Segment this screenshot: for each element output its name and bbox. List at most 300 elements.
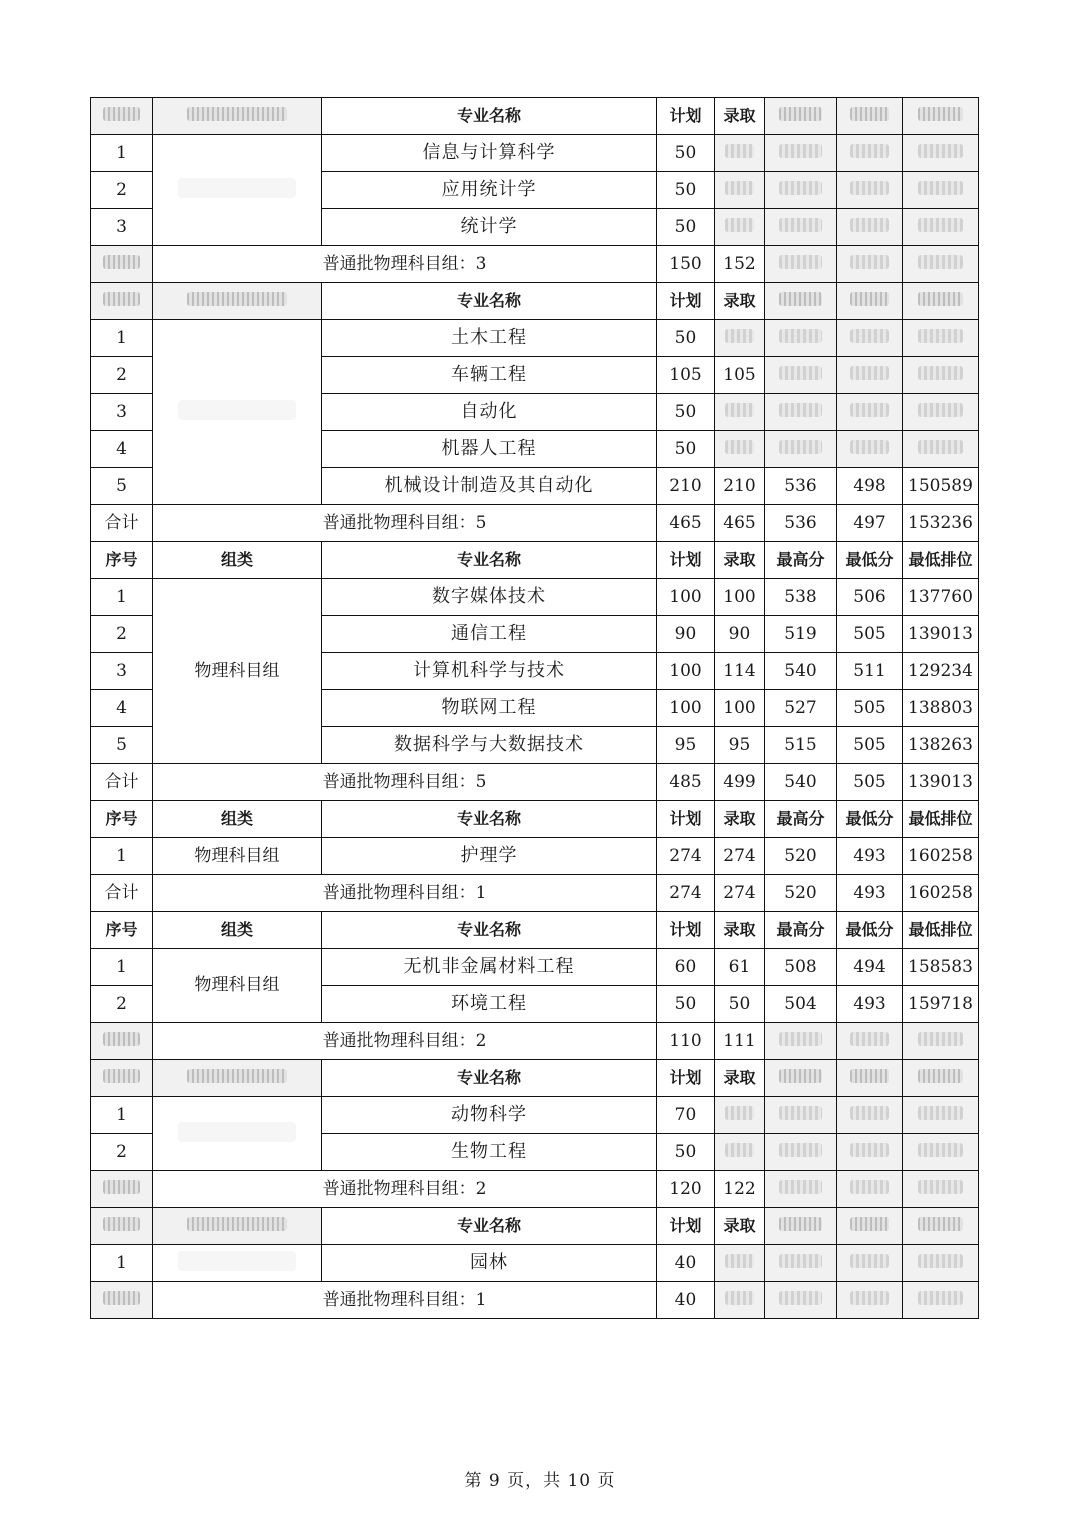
redacted-mark — [725, 440, 754, 454]
min-cell: 511 — [837, 653, 903, 690]
redacted-mark — [187, 292, 288, 306]
total-min-cell-obscured — [837, 1171, 903, 1208]
seq-cell: 1 — [91, 1245, 153, 1282]
redacted-mark — [779, 1217, 822, 1231]
max-cell: 540 — [765, 653, 837, 690]
major-name-cell: 信息与计算科学 — [322, 135, 657, 172]
redacted-mark — [779, 292, 822, 306]
group-summary-cell: 普通批物理科目组：5 — [153, 505, 657, 542]
rank-cell-obscured — [903, 431, 979, 468]
admitted-cell: 100 — [715, 690, 765, 727]
redacted-mark — [918, 181, 963, 195]
redacted-mark — [187, 107, 288, 121]
header-plan: 计划 — [657, 283, 715, 320]
redacted-mark — [103, 255, 140, 269]
total-label: 合计 — [91, 505, 153, 542]
redacted-mark — [103, 1069, 140, 1083]
plan-cell: 50 — [657, 431, 715, 468]
redacted-mark — [725, 1254, 754, 1268]
max-cell-obscured — [765, 1245, 837, 1282]
redacted-mark — [850, 366, 889, 380]
table-header-row — [91, 1208, 979, 1245]
major-name-cell: 数据科学与大数据技术 — [322, 727, 657, 764]
major-name-cell: 动物科学 — [322, 1097, 657, 1134]
total-row — [91, 1171, 979, 1208]
header-min-score: 最低分 — [837, 542, 903, 579]
header-max-score-obscured — [765, 1060, 837, 1097]
max-cell-obscured — [765, 357, 837, 394]
major-name-cell: 车辆工程 — [322, 357, 657, 394]
total-admitted-cell: 152 — [715, 246, 765, 283]
total-admitted-cell: 465 — [715, 505, 765, 542]
header-min-rank-obscured — [903, 1208, 979, 1245]
total-max-cell-obscured — [765, 1282, 837, 1319]
seq-cell: 3 — [91, 394, 153, 431]
min-cell-obscured — [837, 320, 903, 357]
plan-cell: 105 — [657, 357, 715, 394]
header-min-score-obscured — [837, 1208, 903, 1245]
group-type-cell: 物理科目组 — [153, 838, 322, 875]
major-name-cell: 生物工程 — [322, 1134, 657, 1171]
redacted-mark — [918, 1143, 963, 1157]
redacted-mark — [725, 1143, 754, 1157]
redacted-mark — [779, 329, 822, 343]
admitted-cell: 50 — [715, 986, 765, 1023]
header-admitted: 录取 — [715, 1208, 765, 1245]
admitted-cell: 274 — [715, 838, 765, 875]
header-group-type-obscured — [153, 1208, 322, 1245]
redacted-mark — [850, 292, 889, 306]
seq-cell: 1 — [91, 135, 153, 172]
redacted-mark — [178, 178, 296, 198]
header-max-score: 最高分 — [765, 801, 837, 838]
redacted-mark — [779, 144, 822, 158]
plan-cell: 50 — [657, 1134, 715, 1171]
header-group-type-obscured — [153, 283, 322, 320]
major-name-cell: 应用统计学 — [322, 172, 657, 209]
min-cell: 498 — [837, 468, 903, 505]
table-row — [91, 135, 979, 172]
header-plan: 计划 — [657, 98, 715, 135]
redacted-mark — [850, 107, 889, 121]
total-admitted-cell: 122 — [715, 1171, 765, 1208]
header-plan: 计划 — [657, 1060, 715, 1097]
plan-cell: 95 — [657, 727, 715, 764]
header-admitted: 录取 — [715, 1060, 765, 1097]
rank-cell: 159718 — [903, 986, 979, 1023]
plan-cell: 210 — [657, 468, 715, 505]
seq-cell: 3 — [91, 209, 153, 246]
table-header-row — [91, 283, 979, 320]
total-admitted-cell: 111 — [715, 1023, 765, 1060]
redacted-mark — [918, 1032, 963, 1046]
rank-cell-obscured — [903, 135, 979, 172]
header-max-score-obscured — [765, 1208, 837, 1245]
header-plan: 计划 — [657, 912, 715, 949]
seq-cell: 1 — [91, 838, 153, 875]
redacted-mark — [918, 440, 963, 454]
header-min-rank-obscured — [903, 1060, 979, 1097]
major-name-cell: 机械设计制造及其自动化 — [322, 468, 657, 505]
header-min-score: 最低分 — [837, 912, 903, 949]
plan-cell: 50 — [657, 394, 715, 431]
header-max-score: 最高分 — [765, 542, 837, 579]
redacted-mark — [850, 144, 889, 158]
total-admitted-cell: 499 — [715, 764, 765, 801]
redacted-mark — [779, 1180, 822, 1194]
plan-cell: 50 — [657, 320, 715, 357]
redacted-mark — [725, 403, 754, 417]
header-seq-obscured — [91, 1060, 153, 1097]
redacted-mark — [725, 144, 754, 158]
header-group-type-obscured — [153, 1060, 322, 1097]
min-cell: 505 — [837, 727, 903, 764]
min-cell-obscured — [837, 1245, 903, 1282]
rank-cell: 150589 — [903, 468, 979, 505]
header-seq-obscured — [91, 1208, 153, 1245]
redacted-mark — [918, 292, 963, 306]
header-group-type: 组类 — [153, 542, 322, 579]
major-name-cell: 无机非金属材料工程 — [322, 949, 657, 986]
table-row — [91, 579, 979, 616]
plan-cell: 70 — [657, 1097, 715, 1134]
redacted-mark — [918, 1291, 963, 1305]
total-row — [91, 1023, 979, 1060]
redacted-mark — [850, 1106, 889, 1120]
header-seq: 序号 — [91, 801, 153, 838]
plan-cell: 100 — [657, 653, 715, 690]
total-min-cell: 493 — [837, 875, 903, 912]
seq-cell: 2 — [91, 172, 153, 209]
total-min-cell-obscured — [837, 1023, 903, 1060]
header-group-type: 组类 — [153, 801, 322, 838]
header-seq-obscured — [91, 283, 153, 320]
redacted-mark — [850, 1032, 889, 1046]
min-cell-obscured — [837, 394, 903, 431]
header-seq: 序号 — [91, 542, 153, 579]
max-cell: 519 — [765, 616, 837, 653]
table-row — [91, 949, 979, 986]
redacted-mark — [725, 181, 754, 195]
seq-cell: 5 — [91, 468, 153, 505]
admitted-cell-obscured — [715, 1245, 765, 1282]
redacted-mark — [918, 1217, 963, 1231]
redacted-mark — [103, 1217, 140, 1231]
total-label-obscured — [91, 1023, 153, 1060]
plan-cell: 90 — [657, 616, 715, 653]
redacted-mark — [850, 403, 889, 417]
redacted-mark — [850, 1254, 889, 1268]
redacted-mark — [918, 329, 963, 343]
min-cell-obscured — [837, 1134, 903, 1171]
redacted-mark — [850, 181, 889, 195]
rank-cell-obscured — [903, 357, 979, 394]
redacted-mark — [850, 1069, 889, 1083]
group-summary-cell: 普通批物理科目组：5 — [153, 764, 657, 801]
admitted-cell: 100 — [715, 579, 765, 616]
header-max-score: 最高分 — [765, 912, 837, 949]
redacted-mark — [918, 1180, 963, 1194]
header-max-score-obscured — [765, 283, 837, 320]
redacted-mark — [779, 181, 822, 195]
max-cell: 504 — [765, 986, 837, 1023]
total-rank-cell: 160258 — [903, 875, 979, 912]
total-admitted-cell: 274 — [715, 875, 765, 912]
major-name-cell: 数字媒体技术 — [322, 579, 657, 616]
redacted-mark — [850, 1291, 889, 1305]
plan-cell: 60 — [657, 949, 715, 986]
total-admitted-cell-obscured — [715, 1282, 765, 1319]
rank-cell: 138263 — [903, 727, 979, 764]
rank-cell-obscured — [903, 172, 979, 209]
redacted-mark — [103, 107, 140, 121]
group-type-cell-obscured — [153, 1245, 322, 1282]
min-cell-obscured — [837, 431, 903, 468]
seq-cell: 1 — [91, 320, 153, 357]
redacted-mark — [850, 1143, 889, 1157]
table-header-row — [91, 542, 979, 579]
total-min-cell-obscured — [837, 246, 903, 283]
header-min-rank: 最低排位 — [903, 542, 979, 579]
redacted-mark — [779, 403, 822, 417]
redacted-mark — [103, 292, 140, 306]
redacted-mark — [725, 1106, 754, 1120]
redacted-mark — [779, 107, 822, 121]
redacted-mark — [725, 1291, 754, 1305]
header-plan: 计划 — [657, 1208, 715, 1245]
group-type-cell-obscured — [153, 320, 322, 505]
header-major: 专业名称 — [322, 1060, 657, 1097]
header-admitted: 录取 — [715, 801, 765, 838]
header-plan: 计划 — [657, 542, 715, 579]
total-max-cell-obscured — [765, 1023, 837, 1060]
header-admitted: 录取 — [715, 912, 765, 949]
max-cell-obscured — [765, 320, 837, 357]
total-plan-cell: 150 — [657, 246, 715, 283]
header-min-rank-obscured — [903, 98, 979, 135]
page-footer: 第 9 页，共 10 页 — [464, 1471, 616, 1491]
total-plan-cell: 465 — [657, 505, 715, 542]
group-type-cell-obscured — [153, 135, 322, 246]
rank-cell: 160258 — [903, 838, 979, 875]
header-group-type-obscured — [153, 98, 322, 135]
max-cell: 515 — [765, 727, 837, 764]
redacted-mark — [850, 1180, 889, 1194]
header-major: 专业名称 — [322, 912, 657, 949]
admitted-cell-obscured — [715, 209, 765, 246]
admitted-cell-obscured — [715, 431, 765, 468]
total-rank-cell-obscured — [903, 1023, 979, 1060]
seq-cell: 4 — [91, 690, 153, 727]
total-rank-cell: 153236 — [903, 505, 979, 542]
header-seq: 序号 — [91, 912, 153, 949]
redacted-mark — [779, 1106, 822, 1120]
redacted-mark — [103, 1180, 140, 1194]
table-header-row — [91, 98, 979, 135]
table-header-row — [91, 1060, 979, 1097]
admitted-cell: 90 — [715, 616, 765, 653]
admitted-cell-obscured — [715, 1097, 765, 1134]
redacted-mark — [918, 107, 963, 121]
redacted-mark — [779, 1254, 822, 1268]
major-name-cell: 自动化 — [322, 394, 657, 431]
rank-cell-obscured — [903, 1134, 979, 1171]
admitted-cell-obscured — [715, 320, 765, 357]
total-label-obscured — [91, 246, 153, 283]
total-row — [91, 246, 979, 283]
header-min-score-obscured — [837, 283, 903, 320]
min-cell-obscured — [837, 135, 903, 172]
redacted-mark — [918, 1254, 963, 1268]
seq-cell: 3 — [91, 653, 153, 690]
redacted-mark — [779, 440, 822, 454]
seq-cell: 2 — [91, 357, 153, 394]
redacted-mark — [187, 1217, 288, 1231]
admitted-cell: 210 — [715, 468, 765, 505]
total-min-cell-obscured — [837, 1282, 903, 1319]
redacted-mark — [779, 1143, 822, 1157]
total-rank-cell-obscured — [903, 1171, 979, 1208]
header-min-score-obscured — [837, 1060, 903, 1097]
redacted-mark — [725, 218, 754, 232]
plan-cell: 50 — [657, 986, 715, 1023]
seq-cell: 1 — [91, 1097, 153, 1134]
min-cell-obscured — [837, 1097, 903, 1134]
max-cell-obscured — [765, 172, 837, 209]
header-major: 专业名称 — [322, 98, 657, 135]
seq-cell: 4 — [91, 431, 153, 468]
seq-cell: 2 — [91, 986, 153, 1023]
total-max-cell-obscured — [765, 246, 837, 283]
total-min-cell: 505 — [837, 764, 903, 801]
total-min-cell: 497 — [837, 505, 903, 542]
total-max-cell-obscured — [765, 1171, 837, 1208]
redacted-mark — [918, 1106, 963, 1120]
header-major: 专业名称 — [322, 542, 657, 579]
header-group-type: 组类 — [153, 912, 322, 949]
header-max-score-obscured — [765, 98, 837, 135]
seq-cell: 1 — [91, 949, 153, 986]
header-min-rank-obscured — [903, 283, 979, 320]
redacted-mark — [850, 329, 889, 343]
seq-cell: 5 — [91, 727, 153, 764]
total-row — [91, 875, 979, 912]
group-type-cell-obscured — [153, 1097, 322, 1171]
min-cell: 505 — [837, 616, 903, 653]
max-cell-obscured — [765, 394, 837, 431]
total-rank-cell: 139013 — [903, 764, 979, 801]
total-rank-cell-obscured — [903, 246, 979, 283]
admitted-cell-obscured — [715, 172, 765, 209]
total-row — [91, 505, 979, 542]
major-name-cell: 机器人工程 — [322, 431, 657, 468]
redacted-mark — [187, 1069, 288, 1083]
table-row — [91, 320, 979, 357]
total-row — [91, 764, 979, 801]
plan-cell: 40 — [657, 1245, 715, 1282]
major-name-cell: 计算机科学与技术 — [322, 653, 657, 690]
group-summary-cell: 普通批物理科目组：2 — [153, 1171, 657, 1208]
max-cell: 520 — [765, 838, 837, 875]
seq-cell: 2 — [91, 1134, 153, 1171]
min-cell: 506 — [837, 579, 903, 616]
major-name-cell: 护理学 — [322, 838, 657, 875]
table-row — [91, 1097, 979, 1134]
table-header-row — [91, 912, 979, 949]
total-plan-cell: 120 — [657, 1171, 715, 1208]
min-cell: 505 — [837, 690, 903, 727]
total-max-cell: 520 — [765, 875, 837, 912]
admitted-cell: 95 — [715, 727, 765, 764]
plan-cell: 100 — [657, 579, 715, 616]
major-name-cell: 园林 — [322, 1245, 657, 1282]
redacted-mark — [779, 366, 822, 380]
redacted-mark — [779, 218, 822, 232]
redacted-mark — [918, 255, 963, 269]
max-cell-obscured — [765, 431, 837, 468]
max-cell: 536 — [765, 468, 837, 505]
redacted-mark — [103, 1291, 140, 1305]
admitted-cell: 114 — [715, 653, 765, 690]
rank-cell-obscured — [903, 1245, 979, 1282]
seq-cell: 1 — [91, 579, 153, 616]
header-min-rank: 最低排位 — [903, 801, 979, 838]
header-min-rank: 最低排位 — [903, 912, 979, 949]
min-cell: 493 — [837, 986, 903, 1023]
redacted-mark — [850, 218, 889, 232]
redacted-mark — [850, 255, 889, 269]
rank-cell-obscured — [903, 209, 979, 246]
group-summary-cell: 普通批物理科目组：1 — [153, 1282, 657, 1319]
redacted-mark — [850, 440, 889, 454]
total-plan-cell: 110 — [657, 1023, 715, 1060]
rank-cell: 138803 — [903, 690, 979, 727]
redacted-mark — [918, 366, 963, 380]
seq-cell: 2 — [91, 616, 153, 653]
redacted-mark — [850, 1217, 889, 1231]
major-name-cell: 土木工程 — [322, 320, 657, 357]
plan-cell: 50 — [657, 209, 715, 246]
redacted-mark — [103, 1032, 140, 1046]
min-cell-obscured — [837, 357, 903, 394]
admitted-cell-obscured — [715, 135, 765, 172]
max-cell: 538 — [765, 579, 837, 616]
redacted-mark — [725, 329, 754, 343]
group-summary-cell: 普通批物理科目组：3 — [153, 246, 657, 283]
rank-cell: 129234 — [903, 653, 979, 690]
header-min-score-obscured — [837, 98, 903, 135]
redacted-mark — [779, 1032, 822, 1046]
total-max-cell: 540 — [765, 764, 837, 801]
header-admitted: 录取 — [715, 283, 765, 320]
group-summary-cell: 普通批物理科目组：1 — [153, 875, 657, 912]
admission-table — [90, 97, 979, 1319]
rank-cell-obscured — [903, 1097, 979, 1134]
header-admitted: 录取 — [715, 542, 765, 579]
header-seq-obscured — [91, 98, 153, 135]
header-admitted: 录取 — [715, 98, 765, 135]
redacted-mark — [918, 144, 963, 158]
header-min-score: 最低分 — [837, 801, 903, 838]
admitted-cell: 105 — [715, 357, 765, 394]
header-plan: 计划 — [657, 801, 715, 838]
major-name-cell: 统计学 — [322, 209, 657, 246]
redacted-mark — [178, 1251, 296, 1271]
total-row — [91, 1282, 979, 1319]
plan-cell: 50 — [657, 135, 715, 172]
max-cell-obscured — [765, 209, 837, 246]
max-cell-obscured — [765, 1134, 837, 1171]
